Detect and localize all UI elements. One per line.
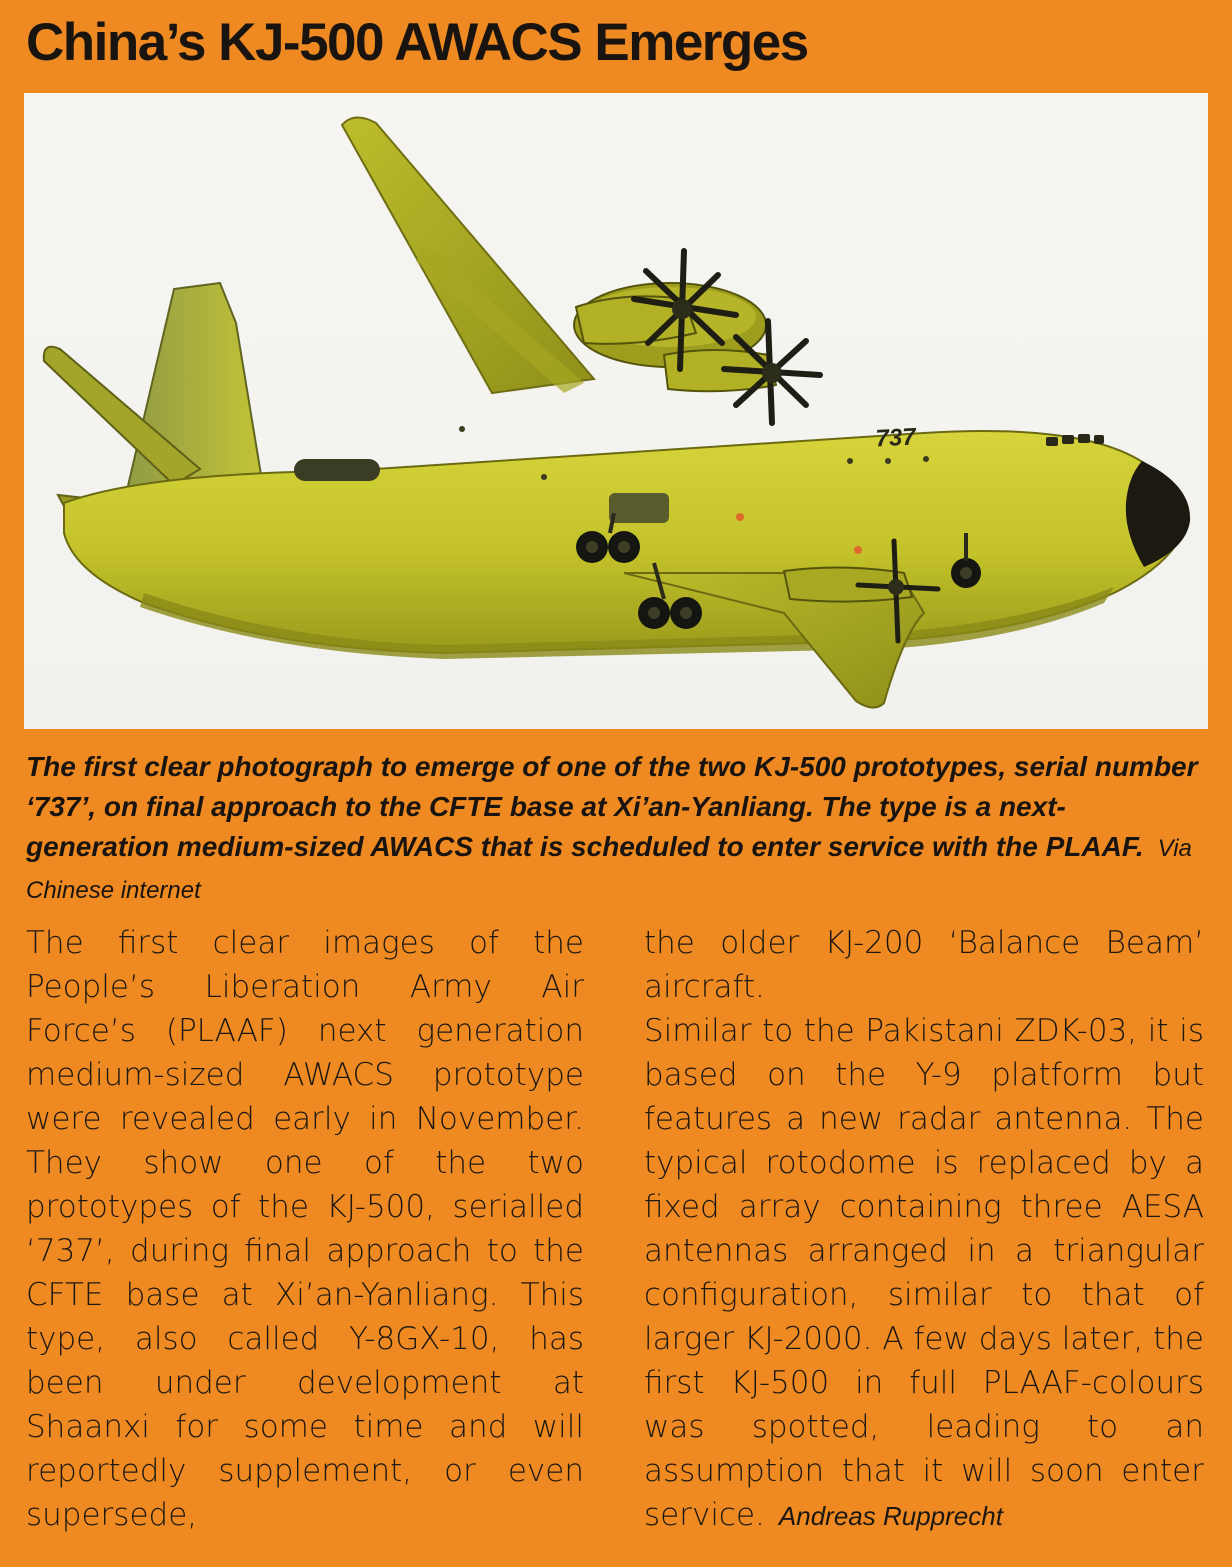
kj-500-aircraft-illustration: [24, 93, 1208, 729]
upper-wing: [342, 117, 594, 393]
photo-credit: Via Chinese internet: [26, 835, 1192, 904]
body-paragraph: The first clear images of the People’s Liberation Army Air Force’s (PLAAF) next generation medium-sized AWACS prototype were revealed early in November. They show one of the two prototypes of the KJ-500, serialled ‘737’, during final approach to the CFTE base at Xi’an-Yanliang. This type, also called Y-8GX-10, has been under development at Shaanxi for some time and will reportedly supplement, or even supersede,: [26, 925, 584, 1533]
body-paragraph-text: Similar to the Pakistani ZDK-03, it is based on the Y-9 platform but features a new radar antenna. The typical rotodome is replaced by a fixed array containing three AESA antennas arranged in a triangular configuration, similar to that of larger KJ-2000. A few days later, the first KJ-500 in full PLAAF-colours was spotted, leading to an assumption that it will soon enter service.: [644, 1013, 1204, 1533]
aircraft-photo: [24, 93, 1208, 729]
headline: China’s KJ-500 AWACS Emerges: [26, 13, 808, 72]
body-column-left: [26, 921, 584, 1537]
fuselage-fairing: [294, 459, 380, 481]
photo-caption: [26, 747, 1201, 911]
author-byline: Andreas Rupprecht: [778, 1501, 1003, 1531]
body-paragraph: [644, 1009, 1204, 1538]
body-column-right: [644, 921, 1204, 1538]
caption-text: The first clear photograph to emerge of one of the two KJ-500 prototypes, serial number ‘737’, on final approach to the CFTE base at Xi’an-Yanliang. The type is a next-generation medium-sized AWACS that is scheduled to enter service with the PLAAF.: [26, 751, 1198, 862]
serial-number: 737: [874, 423, 917, 453]
body-paragraph-continued: the older KJ-200 ‘Balance Beam’ aircraft.: [644, 925, 1204, 1005]
